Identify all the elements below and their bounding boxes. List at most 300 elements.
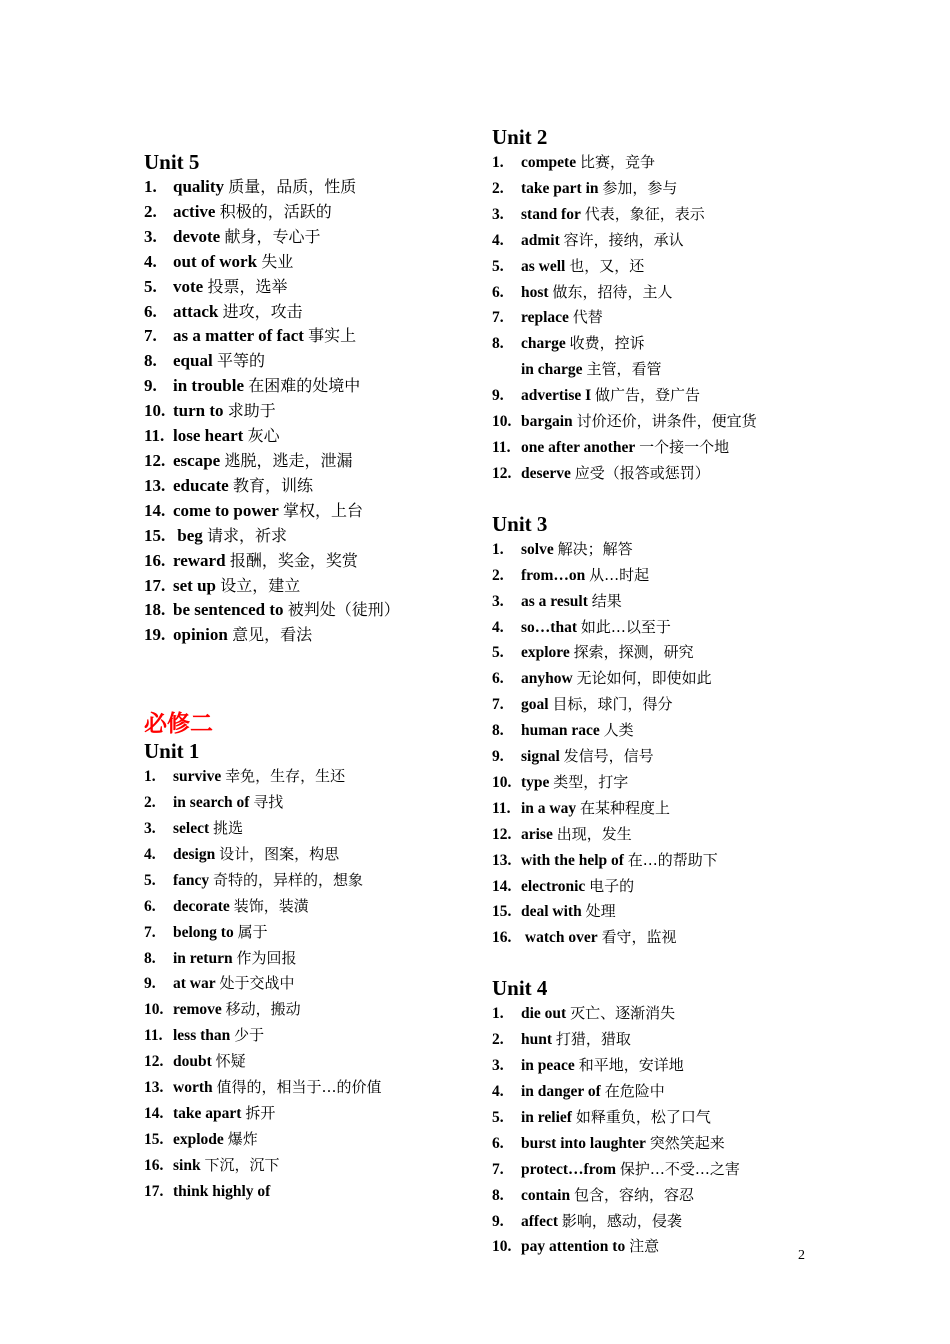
item-number: 19.: [144, 625, 166, 645]
item-number: 7.: [144, 326, 157, 346]
english-term: in peace: [521, 1057, 575, 1075]
item-number: 2.: [144, 201, 157, 221]
english-term: opinion: [173, 625, 228, 645]
english-term: explode: [173, 1130, 224, 1148]
item-number: 13.: [144, 1079, 164, 1097]
item-number: 11.: [492, 799, 511, 817]
vocab-item: [492, 899, 822, 925]
chinese-meaning: 装饰，装潢: [233, 896, 309, 915]
item-number: 10.: [144, 401, 166, 421]
item-number: 1.: [492, 1005, 504, 1023]
vocab-item: [492, 692, 822, 718]
chinese-meaning: 值得的，相当于…的价值: [216, 1078, 382, 1097]
vocab-item: [144, 399, 474, 424]
unit-4-title: Unit 4: [492, 976, 548, 1001]
english-term: affect: [521, 1212, 558, 1230]
vocab-item: [492, 589, 822, 615]
vocab-item: [492, 1053, 822, 1079]
chinese-meaning: 电子的: [589, 876, 635, 895]
english-term: signal: [521, 748, 560, 766]
vocab-item: [492, 331, 822, 357]
english-term: type: [521, 773, 550, 791]
english-term: one after another: [521, 438, 636, 456]
vocab-item: [144, 275, 474, 300]
chinese-meaning: 突然笑起来: [649, 1133, 725, 1152]
chinese-meaning: 容许，接纳，承认: [563, 230, 684, 249]
vocab-item: [144, 349, 474, 374]
english-term: as well: [521, 257, 566, 275]
english-term: set up: [173, 575, 216, 595]
item-number: 4.: [492, 618, 504, 636]
item-number: 8.: [144, 949, 156, 967]
vocab-item: [492, 640, 822, 666]
vocab-item: [492, 1183, 822, 1209]
unit-3-title: Unit 3: [492, 511, 548, 536]
english-term: compete: [521, 154, 577, 171]
vocab-item: [144, 946, 474, 972]
vocab-item: [492, 666, 822, 692]
item-number: 7.: [144, 923, 156, 941]
unit-5-title: Unit 5: [144, 150, 200, 174]
vocab-item: [144, 225, 474, 250]
vocab-item: [492, 744, 822, 770]
chinese-meaning: 打猎，猎取: [555, 1030, 631, 1049]
english-term: die out: [521, 1005, 567, 1023]
english-term: so…that: [521, 618, 577, 636]
item-number: 10.: [144, 1001, 164, 1019]
item-number: 8.: [492, 722, 504, 740]
item-number: 3.: [144, 820, 156, 838]
chinese-meaning: 报酬，奖金，奖赏: [229, 550, 358, 570]
chinese-meaning: 设立，建立: [220, 575, 301, 595]
chinese-meaning: 收费，控诉: [569, 334, 645, 353]
english-term: survive: [173, 768, 222, 786]
english-term: think highly of: [173, 1182, 271, 1200]
english-term: protect…from: [521, 1160, 616, 1178]
chinese-meaning: 处于交战中: [219, 974, 295, 993]
english-term: stand for: [521, 205, 581, 223]
english-term: burst into laughter: [521, 1134, 646, 1152]
vocab-item: [144, 842, 474, 868]
english-term: arise: [521, 825, 553, 843]
vocab-item: [144, 300, 474, 325]
chinese-meaning: 作为回报: [236, 948, 297, 967]
vocab-item: [144, 598, 474, 623]
item-number: 11.: [144, 1027, 163, 1045]
page-number: 2: [798, 1248, 805, 1263]
chinese-meaning: 出现，发生: [556, 824, 632, 843]
english-term: come to power: [173, 500, 279, 520]
vocab-item: [492, 254, 822, 280]
vocab-item: [144, 868, 474, 894]
item-number: 2.: [492, 179, 504, 197]
item-number: 9.: [492, 387, 504, 405]
item-number: 8.: [492, 1186, 504, 1204]
chinese-meaning: 失业: [261, 251, 294, 271]
item-number: 7.: [492, 1160, 504, 1178]
english-term: charge: [521, 335, 566, 353]
item-number: 12.: [144, 450, 166, 470]
chinese-meaning: 探索，探测，研究: [573, 643, 694, 662]
item-number: 4.: [492, 1083, 504, 1100]
english-term: less than: [173, 1027, 231, 1045]
vocab-item: [492, 1131, 822, 1157]
item-number: 10.: [492, 1238, 512, 1256]
english-term: human race: [521, 722, 600, 740]
vocab-item: [144, 1049, 474, 1075]
unit-4-list: [492, 1001, 822, 1260]
chinese-meaning: 人类: [603, 721, 634, 740]
chinese-meaning: 挑选: [213, 819, 244, 838]
chinese-meaning: 处理: [585, 902, 616, 921]
chinese-meaning: 教育，训练: [232, 475, 313, 495]
item-number: 5.: [492, 1108, 504, 1126]
vocab-item: [492, 718, 822, 744]
item-number: 17.: [144, 575, 166, 595]
unit-1-title: Unit 1: [144, 739, 200, 764]
vocab-item: [144, 374, 474, 399]
vocab-item: [492, 176, 822, 202]
english-term: sink: [173, 1156, 201, 1174]
item-number: 1.: [144, 177, 157, 196]
vocab-item: [492, 1001, 822, 1027]
vocab-item: [144, 1127, 474, 1153]
english-term: design: [173, 845, 216, 863]
item-number: 6.: [144, 301, 157, 321]
english-term: advertise I: [521, 387, 592, 405]
item-number: 6.: [492, 670, 504, 688]
item-number: 7.: [492, 696, 504, 714]
vocab-item: [144, 971, 474, 997]
chinese-meaning: 灭亡、逐渐消失: [570, 1004, 676, 1023]
item-number: 5.: [492, 644, 504, 662]
english-term: out of work: [173, 251, 258, 271]
chinese-meaning: 做广告，登广告: [595, 386, 701, 405]
vocab-item: [492, 461, 822, 487]
english-term: in a way: [521, 799, 577, 817]
item-number: 16.: [144, 550, 166, 570]
unit-5-list: [144, 175, 474, 648]
english-term: from…on: [521, 566, 586, 584]
english-term: be sentenced to: [173, 600, 284, 620]
english-term: educate: [173, 475, 229, 495]
item-number: 11.: [144, 426, 165, 446]
left-column: [144, 150, 474, 1205]
unit-1-list: [144, 764, 474, 1204]
item-number: 18.: [144, 600, 166, 620]
chinese-meaning: 求助于: [227, 401, 276, 421]
vocab-item: [492, 1105, 822, 1131]
english-term: hunt: [521, 1031, 553, 1049]
chinese-meaning: 发信号，信号: [563, 747, 654, 766]
vocab-item: [492, 615, 822, 641]
chinese-meaning: 属于: [237, 922, 268, 941]
unit-3-section: [492, 512, 822, 952]
english-term: in danger of: [521, 1083, 601, 1100]
item-number: 5.: [144, 276, 157, 296]
chinese-meaning: 如释重负，松了口气: [575, 1107, 711, 1126]
item-number: 17.: [144, 1182, 164, 1200]
chinese-meaning: 灰心: [247, 426, 280, 446]
vocab-item: [492, 796, 822, 822]
chinese-meaning: 被判处（徒刑）: [287, 600, 400, 620]
vocab-item: [144, 250, 474, 275]
vocab-item: [492, 202, 822, 228]
chinese-meaning: 代表，象征，表示: [584, 204, 705, 223]
english-term: attack: [173, 301, 219, 321]
unit-4-section: [492, 976, 822, 1260]
vocab-item: [144, 1179, 474, 1205]
item-number: 8.: [144, 351, 157, 371]
chinese-meaning: 怀疑: [215, 1052, 246, 1071]
english-term: as a matter of fact: [173, 326, 304, 346]
item-number: 2.: [144, 794, 156, 812]
vocab-item: [492, 770, 822, 796]
item-number: 13.: [492, 851, 512, 869]
vocab-item: [492, 1157, 822, 1183]
chinese-meaning: 请求，祈求: [207, 525, 288, 545]
english-term: host: [521, 283, 549, 301]
vocab-item: [492, 305, 822, 331]
english-term: lose heart: [173, 426, 244, 446]
chinese-meaning: 少于: [234, 1026, 265, 1045]
english-term: take part in: [521, 179, 599, 197]
chinese-meaning: 主管，看管: [586, 360, 662, 379]
english-term: explore: [521, 644, 570, 662]
chinese-meaning: 设计，图案，构思: [219, 844, 340, 863]
item-number: 1.: [492, 154, 504, 171]
chinese-meaning: 在危险中: [604, 1082, 665, 1100]
english-term: belong to: [173, 923, 234, 941]
english-term: in charge: [521, 361, 583, 379]
chinese-meaning: 看守，监视: [601, 928, 677, 947]
chinese-meaning: 比赛，竞争: [579, 153, 655, 171]
item-number: 14.: [144, 1105, 164, 1122]
vocab-item: [144, 623, 474, 648]
chinese-meaning: 参加，参与: [602, 178, 678, 197]
chinese-meaning: 质量，品质，性质: [228, 177, 357, 196]
item-number: 12.: [492, 825, 512, 843]
english-term: active: [173, 201, 216, 221]
item-number: 12.: [144, 1053, 164, 1071]
item-number: 1.: [144, 768, 156, 786]
item-number: 8.: [492, 335, 504, 353]
chinese-meaning: 包含，容纳，容忍: [573, 1185, 694, 1204]
chinese-meaning: 注意: [629, 1237, 660, 1256]
chinese-meaning: 意见，看法: [232, 625, 313, 645]
chinese-meaning: 结果: [591, 591, 622, 610]
english-term: escape: [173, 450, 221, 470]
item-number: 4.: [144, 251, 157, 271]
item-number: 4.: [144, 845, 156, 863]
item-number: 6.: [492, 1134, 504, 1152]
item-number: 9.: [144, 975, 156, 993]
vocab-item: [144, 175, 474, 200]
item-number: 3.: [492, 1057, 504, 1075]
vocab-item: [144, 997, 474, 1023]
chinese-meaning: 和平地，安详地: [578, 1056, 684, 1075]
english-term: beg: [173, 525, 203, 545]
english-term: in return: [173, 949, 233, 967]
english-term: watch over: [521, 929, 598, 947]
item-number: 15.: [144, 1130, 164, 1148]
english-term: doubt: [173, 1053, 212, 1071]
item-number: 15.: [492, 903, 512, 921]
chinese-meaning: 代替: [572, 308, 603, 327]
vocab-item: [144, 324, 474, 349]
chinese-meaning: 从…时起: [589, 565, 650, 584]
book-title: 必修二: [144, 711, 213, 737]
right-column: [492, 125, 822, 1260]
chinese-meaning: 解决；解答: [557, 539, 633, 558]
english-term: bargain: [521, 413, 573, 431]
english-term: electronic: [521, 877, 586, 895]
chinese-meaning: 奇特的，异样的，想象: [213, 870, 364, 889]
vocab-item: [144, 1075, 474, 1101]
item-number: 4.: [492, 231, 504, 249]
vocab-item: [144, 1023, 474, 1049]
vocab-item: [144, 1153, 474, 1179]
english-term: quality: [173, 177, 225, 196]
vocab-item: [492, 1234, 822, 1260]
english-term: in trouble: [173, 376, 245, 396]
vocab-item: [144, 424, 474, 449]
item-number: 15.: [144, 525, 166, 545]
vocab-item: [492, 357, 822, 383]
english-term: reward: [173, 550, 226, 570]
chinese-meaning: 类型，打字: [553, 772, 629, 791]
unit-3-list: [492, 537, 822, 952]
english-term: worth: [173, 1079, 213, 1097]
english-term: decorate: [173, 897, 230, 915]
vocab-item: [492, 874, 822, 900]
unit-2-list: [492, 150, 822, 487]
chinese-meaning: 投票，选举: [207, 276, 288, 296]
item-number: 11.: [492, 438, 511, 456]
item-number: 5.: [144, 871, 156, 889]
chinese-meaning: 也，又，还: [569, 256, 645, 275]
item-number: 10.: [492, 773, 512, 791]
unit-5-section: [144, 150, 474, 648]
item-number: 10.: [492, 413, 512, 431]
chinese-meaning: 影响，感动，侵袭: [561, 1211, 682, 1230]
vocab-item: [492, 435, 822, 461]
chinese-meaning: 平等的: [216, 351, 265, 371]
english-term: pay attention to: [521, 1238, 626, 1256]
item-number: 14.: [144, 500, 166, 520]
vocab-item: [492, 150, 822, 176]
vocab-item: [492, 280, 822, 306]
item-number: 6.: [492, 283, 504, 301]
item-number: 9.: [492, 1212, 504, 1230]
vocab-item: [144, 790, 474, 816]
vocab-item: [492, 1209, 822, 1235]
chinese-meaning: 下沉，沉下: [204, 1155, 280, 1174]
english-term: turn to: [173, 401, 224, 421]
english-term: in relief: [521, 1108, 572, 1126]
item-number: 9.: [144, 376, 157, 396]
unit-2-title: Unit 2: [492, 125, 548, 149]
english-term: admit: [521, 231, 560, 249]
item-number: 3.: [144, 226, 157, 246]
vocab-item: [144, 574, 474, 599]
vocab-item: [144, 549, 474, 574]
chinese-meaning: 幸免，生存，生还: [225, 767, 346, 786]
english-term: select: [173, 820, 210, 838]
vocab-item: [492, 1027, 822, 1053]
chinese-meaning: 逃脱，逃走，泄漏: [224, 450, 353, 470]
chinese-meaning: 讨价还价，讲条件，便宜货: [576, 412, 757, 431]
english-term: fancy: [173, 871, 210, 889]
vocab-item: [144, 200, 474, 225]
vocab-item: [144, 920, 474, 946]
item-number: 13.: [144, 475, 166, 495]
unit-1-section: [144, 739, 474, 1204]
chinese-meaning: 爆炸: [227, 1129, 258, 1148]
item-number: 2.: [492, 566, 504, 584]
english-term: devote: [173, 226, 221, 246]
vocab-item: [492, 822, 822, 848]
chinese-meaning: 拆开: [245, 1104, 276, 1122]
item-number: 3.: [492, 592, 504, 610]
vocab-item: [144, 524, 474, 549]
item-number: 14.: [492, 877, 512, 895]
item-number: 1.: [492, 540, 504, 558]
chinese-meaning: 一个接一个地: [639, 437, 730, 456]
vocab-item: [492, 925, 822, 951]
item-number: 7.: [492, 309, 504, 327]
chinese-meaning: 献身，专心于: [224, 226, 321, 246]
english-term: goal: [521, 696, 549, 714]
vocab-item: [144, 764, 474, 790]
item-number: 16.: [492, 929, 512, 947]
english-term: as a result: [521, 592, 588, 610]
english-term: replace: [521, 309, 569, 327]
item-number: 12.: [492, 464, 512, 482]
vocab-item: [492, 848, 822, 874]
item-number: 5.: [492, 257, 504, 275]
vocab-item: [144, 894, 474, 920]
vocab-item: [492, 563, 822, 589]
chinese-meaning: 保护…不受…之害: [619, 1159, 740, 1178]
vocab-item: [492, 1079, 822, 1105]
english-term: deal with: [521, 903, 582, 921]
item-number: 9.: [492, 748, 504, 766]
chinese-meaning: 事实上: [308, 326, 357, 346]
chinese-meaning: 目标，球门，得分: [552, 695, 673, 714]
item-number: 6.: [144, 897, 156, 915]
vocab-item: [492, 537, 822, 563]
english-term: vote: [173, 276, 204, 296]
chinese-meaning: 在困难的处境中: [248, 376, 361, 396]
english-term: take apart: [173, 1105, 242, 1122]
chinese-meaning: 做东，招待，主人: [552, 282, 673, 301]
chinese-meaning: 应受（报答或惩罚）: [574, 463, 710, 482]
chinese-meaning: 如此…以至于: [580, 617, 671, 636]
chinese-meaning: 在某种程度上: [580, 798, 671, 817]
english-term: deserve: [521, 464, 571, 482]
chinese-meaning: 掌权，上台: [283, 500, 364, 520]
vocab-item: [492, 409, 822, 435]
item-number: 2.: [492, 1031, 504, 1049]
chinese-meaning: 寻找: [253, 793, 284, 812]
english-term: with the help of: [521, 851, 624, 869]
item-number: 16.: [144, 1156, 164, 1174]
vocab-item: [144, 1101, 474, 1127]
item-number: 3.: [492, 205, 504, 223]
chinese-meaning: 无论如何，即使如此: [576, 669, 712, 688]
english-term: solve: [521, 540, 554, 558]
